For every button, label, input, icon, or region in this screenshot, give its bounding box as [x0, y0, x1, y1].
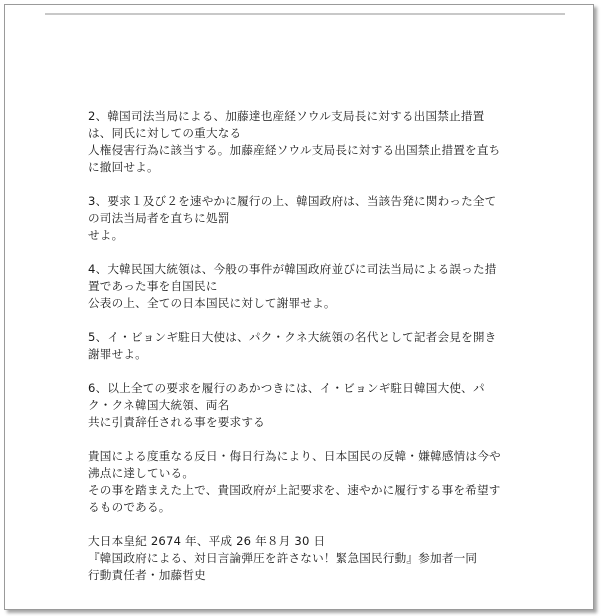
document-body — [88, 108, 568, 584]
text-line: 人権侵害行為に該当する。加藤産経ソウル支局長に対する出国禁止措置を直ち — [88, 143, 501, 157]
text-line: ク・クネ韓国大統領、両名 — [88, 398, 230, 412]
text-line: は、同氏に対しての重大なる — [88, 126, 242, 140]
demand-paragraph-6 — [88, 380, 568, 431]
signature-block — [88, 533, 568, 584]
text-line: 5、イ・ビョンギ駐日大使は、パク・クネ大統領の名代として記者会見を開き — [88, 330, 497, 344]
demand-paragraph-2 — [88, 108, 568, 176]
text-line: その事を踏まえた上で、貴国政府が上記要求を、速やかに履行する事を希望す — [88, 483, 501, 497]
scan-edge-line — [45, 13, 565, 15]
demand-paragraph-4 — [88, 261, 568, 312]
text-line: 共に引責辞任される事を要求する — [88, 415, 265, 429]
text-line: 貴国による度重なる反日・侮日行為により、日本国民の反韓・嫌韓感情は今や — [88, 449, 501, 463]
closing-paragraph — [88, 448, 568, 516]
signature-group: 『韓国政府による、対日言論弾圧を許さない！緊急国民行動』参加者一同 — [88, 551, 478, 565]
text-line: るものである。 — [88, 500, 171, 514]
text-line: 2、韓国司法当局による、加藤達也産経ソウル支局長に対する出国禁止措置 — [88, 109, 485, 123]
text-line: 3、要求１及び２を速やかに履行の上、韓国政府は、当該告発に関わった全て — [88, 194, 497, 208]
demand-paragraph-5 — [88, 329, 568, 363]
text-line: 置であった事を自国民に — [88, 279, 218, 293]
demand-paragraph-3 — [88, 193, 568, 244]
text-line: 沸点に達している。 — [88, 466, 195, 480]
text-line: に撤回せよ。 — [88, 160, 159, 174]
text-line: 6、以上全ての要求を履行のあかつきには、イ・ビョンギ駐日韓国大使、パ — [88, 381, 485, 395]
text-line: せよ。 — [88, 228, 124, 242]
text-line: 謝罪せよ。 — [88, 347, 147, 361]
signature-leader: 行動責任者・加藤哲史 — [88, 568, 206, 582]
text-line: の司法当局者を直ちに処罰 — [88, 211, 230, 225]
text-line: 公表の上、全ての日本国民に対して謝罪せよ。 — [88, 296, 336, 310]
signature-date: 大日本皇紀 2674 年、平成 26 年８月 30 日 — [88, 534, 326, 548]
text-line: 4、大韓民国大統領は、今般の事件が韓国政府並びに司法当局による誤った措 — [88, 262, 497, 276]
